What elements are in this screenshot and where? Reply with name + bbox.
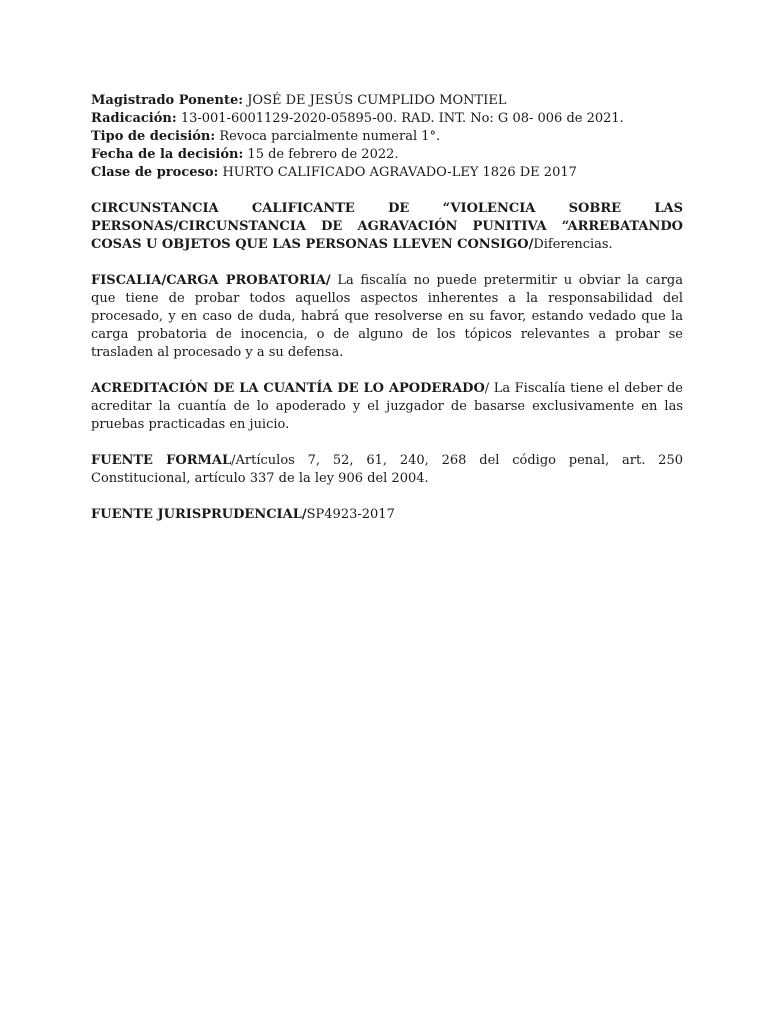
- document-page: [91, 92, 683, 524]
- fecha-decision-line: [91, 146, 683, 164]
- clase-proceso-value: HURTO CALIFICADO AGRAVADO-LEY 1826 DE 2017: [222, 165, 577, 180]
- clase-proceso-label: Clase de proceso:: [91, 165, 219, 180]
- circunstancia-text: Diferencias.: [533, 237, 613, 252]
- tipo-decision-value: Revoca parcialmente numeral 1°.: [219, 129, 441, 144]
- case-metadata: [91, 92, 683, 182]
- acreditacion-heading: ACREDITACIÓN DE LA CUANTÍA DE LO APODERADO: [91, 381, 485, 396]
- fuente-formal-paragraph: [91, 452, 683, 488]
- radicacion-label: Radicación:: [91, 111, 177, 126]
- acreditacion-paragraph: [91, 380, 683, 434]
- fiscalia-paragraph: [91, 272, 683, 362]
- radicacion-line: [91, 110, 683, 128]
- circunstancia-paragraph: [91, 200, 683, 254]
- radicacion-value: 13-001-6001129-2020-05895-00. RAD. INT. No: G 08- 006 de 2021.: [180, 111, 624, 126]
- fiscalia-text: La fiscalía no puede pretermitir u obviar la carga que tiene de probar todos aquellos aspectos inherentes a la responsabilidad del procesado, y en caso de duda, habrá que resolverse en su favor, estando vedado que la carga probatoria de inocencia, o de alguno de los tópicos relevantes a probar se trasladen al procesado y a su defensa.: [91, 273, 684, 360]
- clase-proceso-line: [91, 164, 683, 182]
- acreditacion-text: / La Fiscalía tiene el deber de acreditar la cuantía de lo apoderado y el juzgador de basarse exclusivamente en las pruebas practicadas en juicio.: [91, 381, 683, 432]
- tipo-decision-line: [91, 128, 683, 146]
- fuente-jurisprudencial-paragraph: [91, 506, 683, 524]
- fuente-jurisprudencial-heading: FUENTE JURISPRUDENCIAL/: [91, 507, 307, 522]
- fiscalia-heading: FISCALIA/CARGA PROBATORIA/: [91, 273, 331, 288]
- circunstancia-heading: CIRCUNSTANCIA CALIFICANTE DE “VIOLENCIA SOBRE LAS PERSONAS/CIRCUNSTANCIA DE AGRAVACIÓN PUNITIVA “ARREBATANDO COSAS U OBJETOS QUE LAS PERSONAS LLEVEN CONSIGO/: [91, 201, 683, 252]
- tipo-decision-label: Tipo de decisión:: [91, 129, 216, 144]
- magistrado-value: JOSÉ DE JESÚS CUMPLIDO MONTIEL: [247, 93, 507, 108]
- fecha-decision-value: 15 de febrero de 2022.: [247, 147, 399, 162]
- fuente-formal-heading: FUENTE FORMAL: [91, 453, 232, 468]
- magistrado-line: [91, 92, 683, 110]
- fuente-formal-text: /Artículos 7, 52, 61, 240, 268 del código penal, art. 250 Constitucional, artículo 337 de la ley 906 del 2004.: [91, 453, 683, 486]
- fecha-decision-label: Fecha de la decisión:: [91, 147, 244, 162]
- fuente-jurisprudencial-text: SP4923-2017: [306, 507, 395, 522]
- magistrado-label: Magistrado Ponente:: [91, 93, 244, 108]
